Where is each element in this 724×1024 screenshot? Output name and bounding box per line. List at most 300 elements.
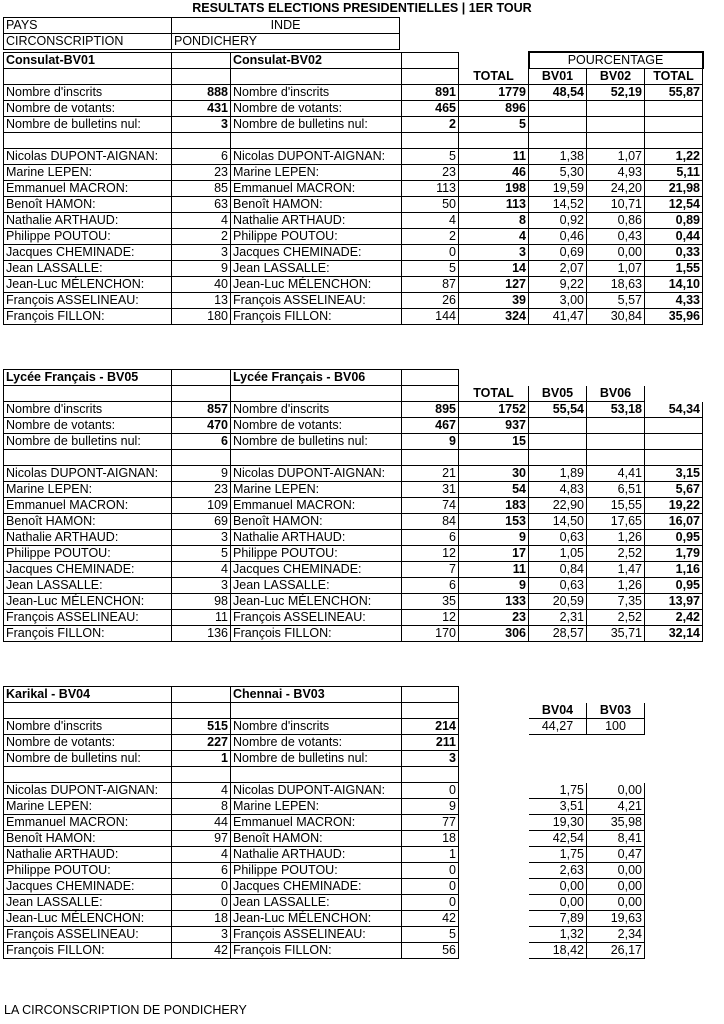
total-vote-pct: 32,14 — [645, 626, 703, 642]
total-vote-pct: 14,10 — [645, 277, 703, 293]
right-vote-pct: 6,51 — [587, 482, 645, 498]
left-vote-count: 9 — [172, 261, 231, 277]
left-stat-value: 515 — [172, 719, 231, 735]
empty-cell — [231, 69, 402, 85]
candidate-name: François FILLON: — [4, 626, 172, 642]
candidate-name: François FILLON: — [4, 309, 172, 325]
candidate-name: Emmanuel MACRON: — [4, 181, 172, 197]
left-vote-count: 109 — [172, 498, 231, 514]
total-vote-pct: 1,22 — [645, 149, 703, 165]
total-vote-count: 324 — [459, 309, 529, 325]
candidate-name: Marine LEPEN: — [231, 482, 402, 498]
empty-cell — [645, 386, 703, 402]
left-stat-value: 1 — [172, 751, 231, 767]
total-column-header: TOTAL — [459, 386, 529, 402]
right-vote-pct: 26,17 — [587, 943, 645, 959]
right-vote-pct: 1,47 — [587, 562, 645, 578]
left-vote-pct: 4,83 — [529, 482, 587, 498]
left-stat-value: 857 — [172, 402, 231, 418]
candidate-row — [4, 911, 703, 927]
candidate-row — [4, 530, 703, 546]
left-vote-pct: 3,51 — [529, 799, 587, 815]
left-vote-pct: 7,89 — [529, 911, 587, 927]
empty-cell — [459, 703, 529, 719]
circonscription-value: PONDICHERY — [172, 34, 400, 50]
empty-cell — [4, 133, 172, 149]
right-vote-pct: 0,43 — [587, 229, 645, 245]
left-station-name: Karikal - BV04 — [4, 687, 172, 703]
stat-label: Nombre de bulletins nul: — [231, 434, 402, 450]
candidate-name: Philippe POUTOU: — [231, 863, 402, 879]
total-vote-count: 3 — [459, 245, 529, 261]
empty-cell — [459, 847, 529, 863]
empty-cell — [172, 767, 231, 783]
left-stat-value: 431 — [172, 101, 231, 117]
left-vote-count: 6 — [172, 149, 231, 165]
right-vote-pct: 1,07 — [587, 261, 645, 277]
total-vote-pct: 13,97 — [645, 594, 703, 610]
empty-cell — [459, 751, 529, 767]
empty-cell — [402, 69, 459, 85]
total-vote-pct: 4,33 — [645, 293, 703, 309]
empty-cell — [459, 879, 529, 895]
right-stat-value: 9 — [402, 434, 459, 450]
left-vote-count: 4 — [172, 213, 231, 229]
empty-cell — [402, 133, 459, 149]
candidate-name: Nicolas DUPONT-AIGNAN: — [4, 783, 172, 799]
total-stat-value: 1779 — [459, 85, 529, 101]
right-vote-pct: 2,34 — [587, 927, 645, 943]
left-vote-count: 4 — [172, 847, 231, 863]
candidate-name: Jean-Luc MÉLENCHON: — [231, 911, 402, 927]
candidate-name: Jacques CHEMINADE: — [4, 562, 172, 578]
stat-label: Nombre d'inscrits — [4, 719, 172, 735]
candidate-row — [4, 815, 703, 831]
empty-cell — [645, 133, 703, 149]
right-vote-count: 42 — [402, 911, 459, 927]
empty-cell — [645, 703, 703, 719]
right-vote-count: 2 — [402, 229, 459, 245]
empty-cell — [402, 687, 459, 703]
candidate-name: François ASSELINEAU: — [4, 610, 172, 626]
left-vote-pct: 0,00 — [529, 895, 587, 911]
right-vote-count: 21 — [402, 466, 459, 482]
empty-cell — [645, 799, 703, 815]
total-vote-count: 39 — [459, 293, 529, 309]
empty-cell — [172, 687, 231, 703]
right-vote-count: 170 — [402, 626, 459, 642]
right-vote-count: 9 — [402, 799, 459, 815]
left-vote-pct: 14,50 — [529, 514, 587, 530]
candidate-row — [4, 610, 703, 626]
total-vote-pct: 5,67 — [645, 482, 703, 498]
candidate-name: Nathalie ARTHAUD: — [231, 213, 402, 229]
empty-cell — [459, 370, 529, 386]
total-vote-count: 183 — [459, 498, 529, 514]
left-stat-value: 888 — [172, 85, 231, 101]
candidate-name: Jacques CHEMINADE: — [4, 879, 172, 895]
empty-cell — [645, 735, 703, 751]
left-vote-pct: 1,75 — [529, 847, 587, 863]
right-vote-pct: 7,35 — [587, 594, 645, 610]
empty-cell — [172, 386, 231, 402]
right-vote-pct: 19,63 — [587, 911, 645, 927]
left-vote-pct: 2,31 — [529, 610, 587, 626]
candidate-name: François ASSELINEAU: — [4, 927, 172, 943]
right-vote-count: 26 — [402, 293, 459, 309]
empty-cell — [529, 101, 587, 117]
stat-label: Nombre de bulletins nul: — [231, 117, 402, 133]
right-vote-pct: 1,07 — [587, 149, 645, 165]
left-vote-pct: 1,89 — [529, 466, 587, 482]
right-vote-pct: 4,21 — [587, 799, 645, 815]
candidate-name: Nathalie ARTHAUD: — [4, 530, 172, 546]
candidate-name: Marine LEPEN: — [231, 799, 402, 815]
empty-cell — [645, 879, 703, 895]
left-vote-count: 3 — [172, 530, 231, 546]
left-vote-pct: 0,69 — [529, 245, 587, 261]
pct-column-header: BV06 — [587, 386, 645, 402]
total-vote-count: 113 — [459, 197, 529, 213]
right-vote-count: 5 — [402, 927, 459, 943]
candidate-row — [4, 482, 703, 498]
candidate-name: Nicolas DUPONT-AIGNAN: — [231, 466, 402, 482]
stat-label: Nombre de bulletins nul: — [4, 117, 172, 133]
candidate-row — [4, 879, 703, 895]
right-stat-value: 3 — [402, 751, 459, 767]
candidate-name: Marine LEPEN: — [4, 482, 172, 498]
stat-label: Nombre de bulletins nul: — [4, 751, 172, 767]
left-vote-count: 42 — [172, 943, 231, 959]
empty-cell — [402, 767, 459, 783]
empty-cell — [231, 386, 402, 402]
candidate-row — [4, 847, 703, 863]
left-vote-count: 9 — [172, 466, 231, 482]
candidate-name: Marine LEPEN: — [4, 799, 172, 815]
pays-label: PAYS — [4, 18, 172, 34]
empty-cell — [645, 847, 703, 863]
empty-cell — [459, 863, 529, 879]
candidate-row — [4, 197, 703, 213]
empty-cell — [231, 767, 402, 783]
empty-cell — [645, 911, 703, 927]
stat-label: Nombre d'inscrits — [231, 402, 402, 418]
left-stat-value: 227 — [172, 735, 231, 751]
empty-cell — [645, 117, 703, 133]
total-vote-pct: 16,07 — [645, 514, 703, 530]
country-header-table — [3, 17, 400, 50]
total-vote-pct: 0,95 — [645, 578, 703, 594]
left-vote-count: 2 — [172, 229, 231, 245]
total-vote-pct: 1,55 — [645, 261, 703, 277]
stat-label: Nombre de bulletins nul: — [231, 751, 402, 767]
empty-cell — [402, 703, 459, 719]
left-vote-count: 63 — [172, 197, 231, 213]
left-vote-count: 3 — [172, 578, 231, 594]
candidate-name: Benoît HAMON: — [4, 831, 172, 847]
candidate-name: Emmanuel MACRON: — [4, 815, 172, 831]
right-vote-pct: 0,47 — [587, 847, 645, 863]
empty-cell — [529, 450, 587, 466]
empty-cell — [587, 434, 645, 450]
empty-cell — [529, 735, 587, 751]
left-vote-count: 97 — [172, 831, 231, 847]
right-station-name: Lycée Français - BV06 — [231, 370, 402, 386]
candidate-row — [4, 546, 703, 562]
total-vote-pct: 1,16 — [645, 562, 703, 578]
left-vote-pct: 5,30 — [529, 165, 587, 181]
candidate-name: Jean LASSALLE: — [231, 895, 402, 911]
candidate-row — [4, 149, 703, 165]
pct-column-header: BV04 — [529, 703, 587, 719]
left-vote-pct: 0,92 — [529, 213, 587, 229]
candidate-row — [4, 245, 703, 261]
total-vote-count: 127 — [459, 277, 529, 293]
right-vote-count: 0 — [402, 783, 459, 799]
right-vote-pct: 2,52 — [587, 610, 645, 626]
empty-cell — [645, 783, 703, 799]
empty-cell — [587, 117, 645, 133]
right-stat-value: 214 — [402, 719, 459, 735]
left-vote-count: 0 — [172, 879, 231, 895]
empty-cell — [231, 450, 402, 466]
candidate-name: Nicolas DUPONT-AIGNAN: — [4, 149, 172, 165]
candidate-name: Nathalie ARTHAUD: — [4, 847, 172, 863]
total-vote-count: 30 — [459, 466, 529, 482]
left-vote-count: 136 — [172, 626, 231, 642]
left-vote-pct: 0,00 — [529, 879, 587, 895]
left-vote-count: 13 — [172, 293, 231, 309]
left-vote-pct: 20,59 — [529, 594, 587, 610]
empty-cell — [459, 783, 529, 799]
right-vote-count: 84 — [402, 514, 459, 530]
left-station-name: Lycée Français - BV05 — [4, 370, 172, 386]
empty-cell — [529, 418, 587, 434]
right-vote-pct: 35,71 — [587, 626, 645, 642]
page-title: RESULTATS ELECTIONS PRESIDENTIELLES | 1ER TOUR — [192, 1, 532, 15]
left-vote-count: 4 — [172, 783, 231, 799]
right-vote-count: 4 — [402, 213, 459, 229]
candidate-name: Nicolas DUPONT-AIGNAN: — [4, 466, 172, 482]
total-vote-pct: 3,15 — [645, 466, 703, 482]
empty-cell — [459, 815, 529, 831]
right-vote-pct: 8,41 — [587, 831, 645, 847]
candidate-name: Jean-Luc MÉLENCHON: — [231, 594, 402, 610]
right-vote-count: 144 — [402, 309, 459, 325]
candidate-name: Benoît HAMON: — [231, 514, 402, 530]
total-vote-pct: 21,98 — [645, 181, 703, 197]
right-vote-pct: 30,84 — [587, 309, 645, 325]
right-stat-value: 2 — [402, 117, 459, 133]
candidate-name: François FILLON: — [4, 943, 172, 959]
right-vote-pct: 0,86 — [587, 213, 645, 229]
total-stat-value: 937 — [459, 418, 529, 434]
pct-inscrits-value: 44,27 — [529, 719, 587, 735]
candidate-name: Philippe POUTOU: — [4, 229, 172, 245]
left-vote-pct: 2,63 — [529, 863, 587, 879]
right-stat-value: 891 — [402, 85, 459, 101]
empty-cell — [587, 418, 645, 434]
left-vote-count: 8 — [172, 799, 231, 815]
candidate-row — [4, 514, 703, 530]
left-vote-count: 98 — [172, 594, 231, 610]
results-section-table — [3, 51, 704, 325]
total-stat-value: 5 — [459, 117, 529, 133]
pct-column-header: TOTAL — [645, 69, 703, 85]
left-vote-pct: 42,54 — [529, 831, 587, 847]
total-vote-pct: 0,95 — [645, 530, 703, 546]
total-vote-count: 11 — [459, 562, 529, 578]
left-vote-pct: 9,22 — [529, 277, 587, 293]
left-vote-count: 44 — [172, 815, 231, 831]
empty-cell — [645, 418, 703, 434]
total-vote-pct: 0,33 — [645, 245, 703, 261]
stat-label: Nombre de votants: — [4, 418, 172, 434]
right-vote-count: 0 — [402, 895, 459, 911]
candidate-name: François ASSELINEAU: — [231, 610, 402, 626]
total-vote-count: 11 — [459, 149, 529, 165]
right-vote-pct: 18,63 — [587, 277, 645, 293]
candidate-name: Benoît HAMON: — [4, 197, 172, 213]
total-vote-count: 153 — [459, 514, 529, 530]
empty-cell — [172, 450, 231, 466]
pct-column-header: BV02 — [587, 69, 645, 85]
right-station-name: Consulat-BV02 — [231, 52, 402, 69]
empty-cell — [645, 831, 703, 847]
left-stat-value: 470 — [172, 418, 231, 434]
pct-inscrits-value: 53,18 — [587, 402, 645, 418]
right-vote-count: 18 — [402, 831, 459, 847]
candidate-row — [4, 309, 703, 325]
right-vote-pct: 1,26 — [587, 578, 645, 594]
total-vote-count: 8 — [459, 213, 529, 229]
results-section-table — [3, 369, 703, 642]
right-vote-count: 0 — [402, 245, 459, 261]
empty-cell — [459, 687, 529, 703]
empty-cell — [645, 751, 703, 767]
empty-cell — [645, 101, 703, 117]
right-vote-count: 87 — [402, 277, 459, 293]
empty-cell — [459, 767, 529, 783]
candidate-name: Jean-Luc MÉLENCHON: — [231, 277, 402, 293]
pct-column-header: BV05 — [529, 386, 587, 402]
empty-cell — [459, 719, 529, 735]
candidate-row — [4, 578, 703, 594]
candidate-row — [4, 863, 703, 879]
empty-cell — [645, 927, 703, 943]
right-vote-pct: 24,20 — [587, 181, 645, 197]
total-vote-pct: 35,96 — [645, 309, 703, 325]
right-vote-pct: 0,00 — [587, 783, 645, 799]
left-vote-count: 23 — [172, 165, 231, 181]
left-vote-pct: 1,05 — [529, 546, 587, 562]
right-vote-count: 113 — [402, 181, 459, 197]
pct-inscrits-value: 100 — [587, 719, 645, 735]
total-vote-pct: 0,44 — [645, 229, 703, 245]
empty-cell — [459, 735, 529, 751]
empty-cell — [587, 751, 645, 767]
total-vote-count: 14 — [459, 261, 529, 277]
candidate-name: Marine LEPEN: — [231, 165, 402, 181]
total-vote-count: 17 — [459, 546, 529, 562]
pct-inscrits-total: 54,34 — [645, 402, 703, 418]
candidate-name: Jacques CHEMINADE: — [231, 562, 402, 578]
total-vote-count: 4 — [459, 229, 529, 245]
right-vote-count: 0 — [402, 863, 459, 879]
candidate-name: Emmanuel MACRON: — [231, 498, 402, 514]
left-vote-count: 0 — [172, 895, 231, 911]
left-vote-pct: 1,75 — [529, 783, 587, 799]
candidate-row — [4, 626, 703, 642]
empty-cell — [459, 943, 529, 959]
candidate-row — [4, 498, 703, 514]
candidate-name: Jean LASSALLE: — [4, 578, 172, 594]
total-vote-count: 23 — [459, 610, 529, 626]
circonscription-label: CIRCONSCRIPTION — [4, 34, 172, 50]
empty-cell — [459, 52, 529, 69]
total-vote-count: 54 — [459, 482, 529, 498]
left-stat-value: 3 — [172, 117, 231, 133]
right-vote-count: 7 — [402, 562, 459, 578]
left-vote-count: 69 — [172, 514, 231, 530]
right-vote-count: 35 — [402, 594, 459, 610]
right-vote-count: 1 — [402, 847, 459, 863]
empty-cell — [587, 450, 645, 466]
empty-cell — [4, 450, 172, 466]
total-vote-count: 46 — [459, 165, 529, 181]
left-vote-count: 3 — [172, 927, 231, 943]
pct-inscrits-value: 48,54 — [529, 85, 587, 101]
total-stat-value: 1752 — [459, 402, 529, 418]
pct-column-header: BV03 — [587, 703, 645, 719]
left-vote-count: 4 — [172, 562, 231, 578]
total-vote-count: 133 — [459, 594, 529, 610]
candidate-row — [4, 562, 703, 578]
right-vote-count: 56 — [402, 943, 459, 959]
right-stat-value: 467 — [402, 418, 459, 434]
candidate-row — [4, 831, 703, 847]
empty-cell — [459, 133, 529, 149]
candidate-row — [4, 783, 703, 799]
left-vote-pct: 1,32 — [529, 927, 587, 943]
candidate-row — [4, 293, 703, 309]
results-section-table — [3, 686, 703, 959]
left-vote-pct: 2,07 — [529, 261, 587, 277]
right-vote-pct: 15,55 — [587, 498, 645, 514]
left-stat-value: 6 — [172, 434, 231, 450]
candidate-row — [4, 165, 703, 181]
right-vote-pct: 10,71 — [587, 197, 645, 213]
empty-cell — [172, 52, 231, 69]
left-vote-pct: 1,38 — [529, 149, 587, 165]
right-vote-count: 23 — [402, 165, 459, 181]
right-vote-count: 0 — [402, 879, 459, 895]
empty-cell — [172, 370, 231, 386]
candidate-name: Marine LEPEN: — [4, 165, 172, 181]
empty-cell — [645, 943, 703, 959]
left-vote-count: 85 — [172, 181, 231, 197]
candidate-name: Emmanuel MACRON: — [231, 181, 402, 197]
left-vote-pct: 14,52 — [529, 197, 587, 213]
right-station-name: Chennai - BV03 — [231, 687, 402, 703]
stat-label: Nombre de votants: — [4, 735, 172, 751]
candidate-name: Philippe POUTOU: — [231, 546, 402, 562]
empty-cell — [172, 69, 231, 85]
right-vote-pct: 1,26 — [587, 530, 645, 546]
left-vote-count: 23 — [172, 482, 231, 498]
candidate-name: Jacques CHEMINADE: — [4, 245, 172, 261]
total-vote-pct: 1,79 — [645, 546, 703, 562]
